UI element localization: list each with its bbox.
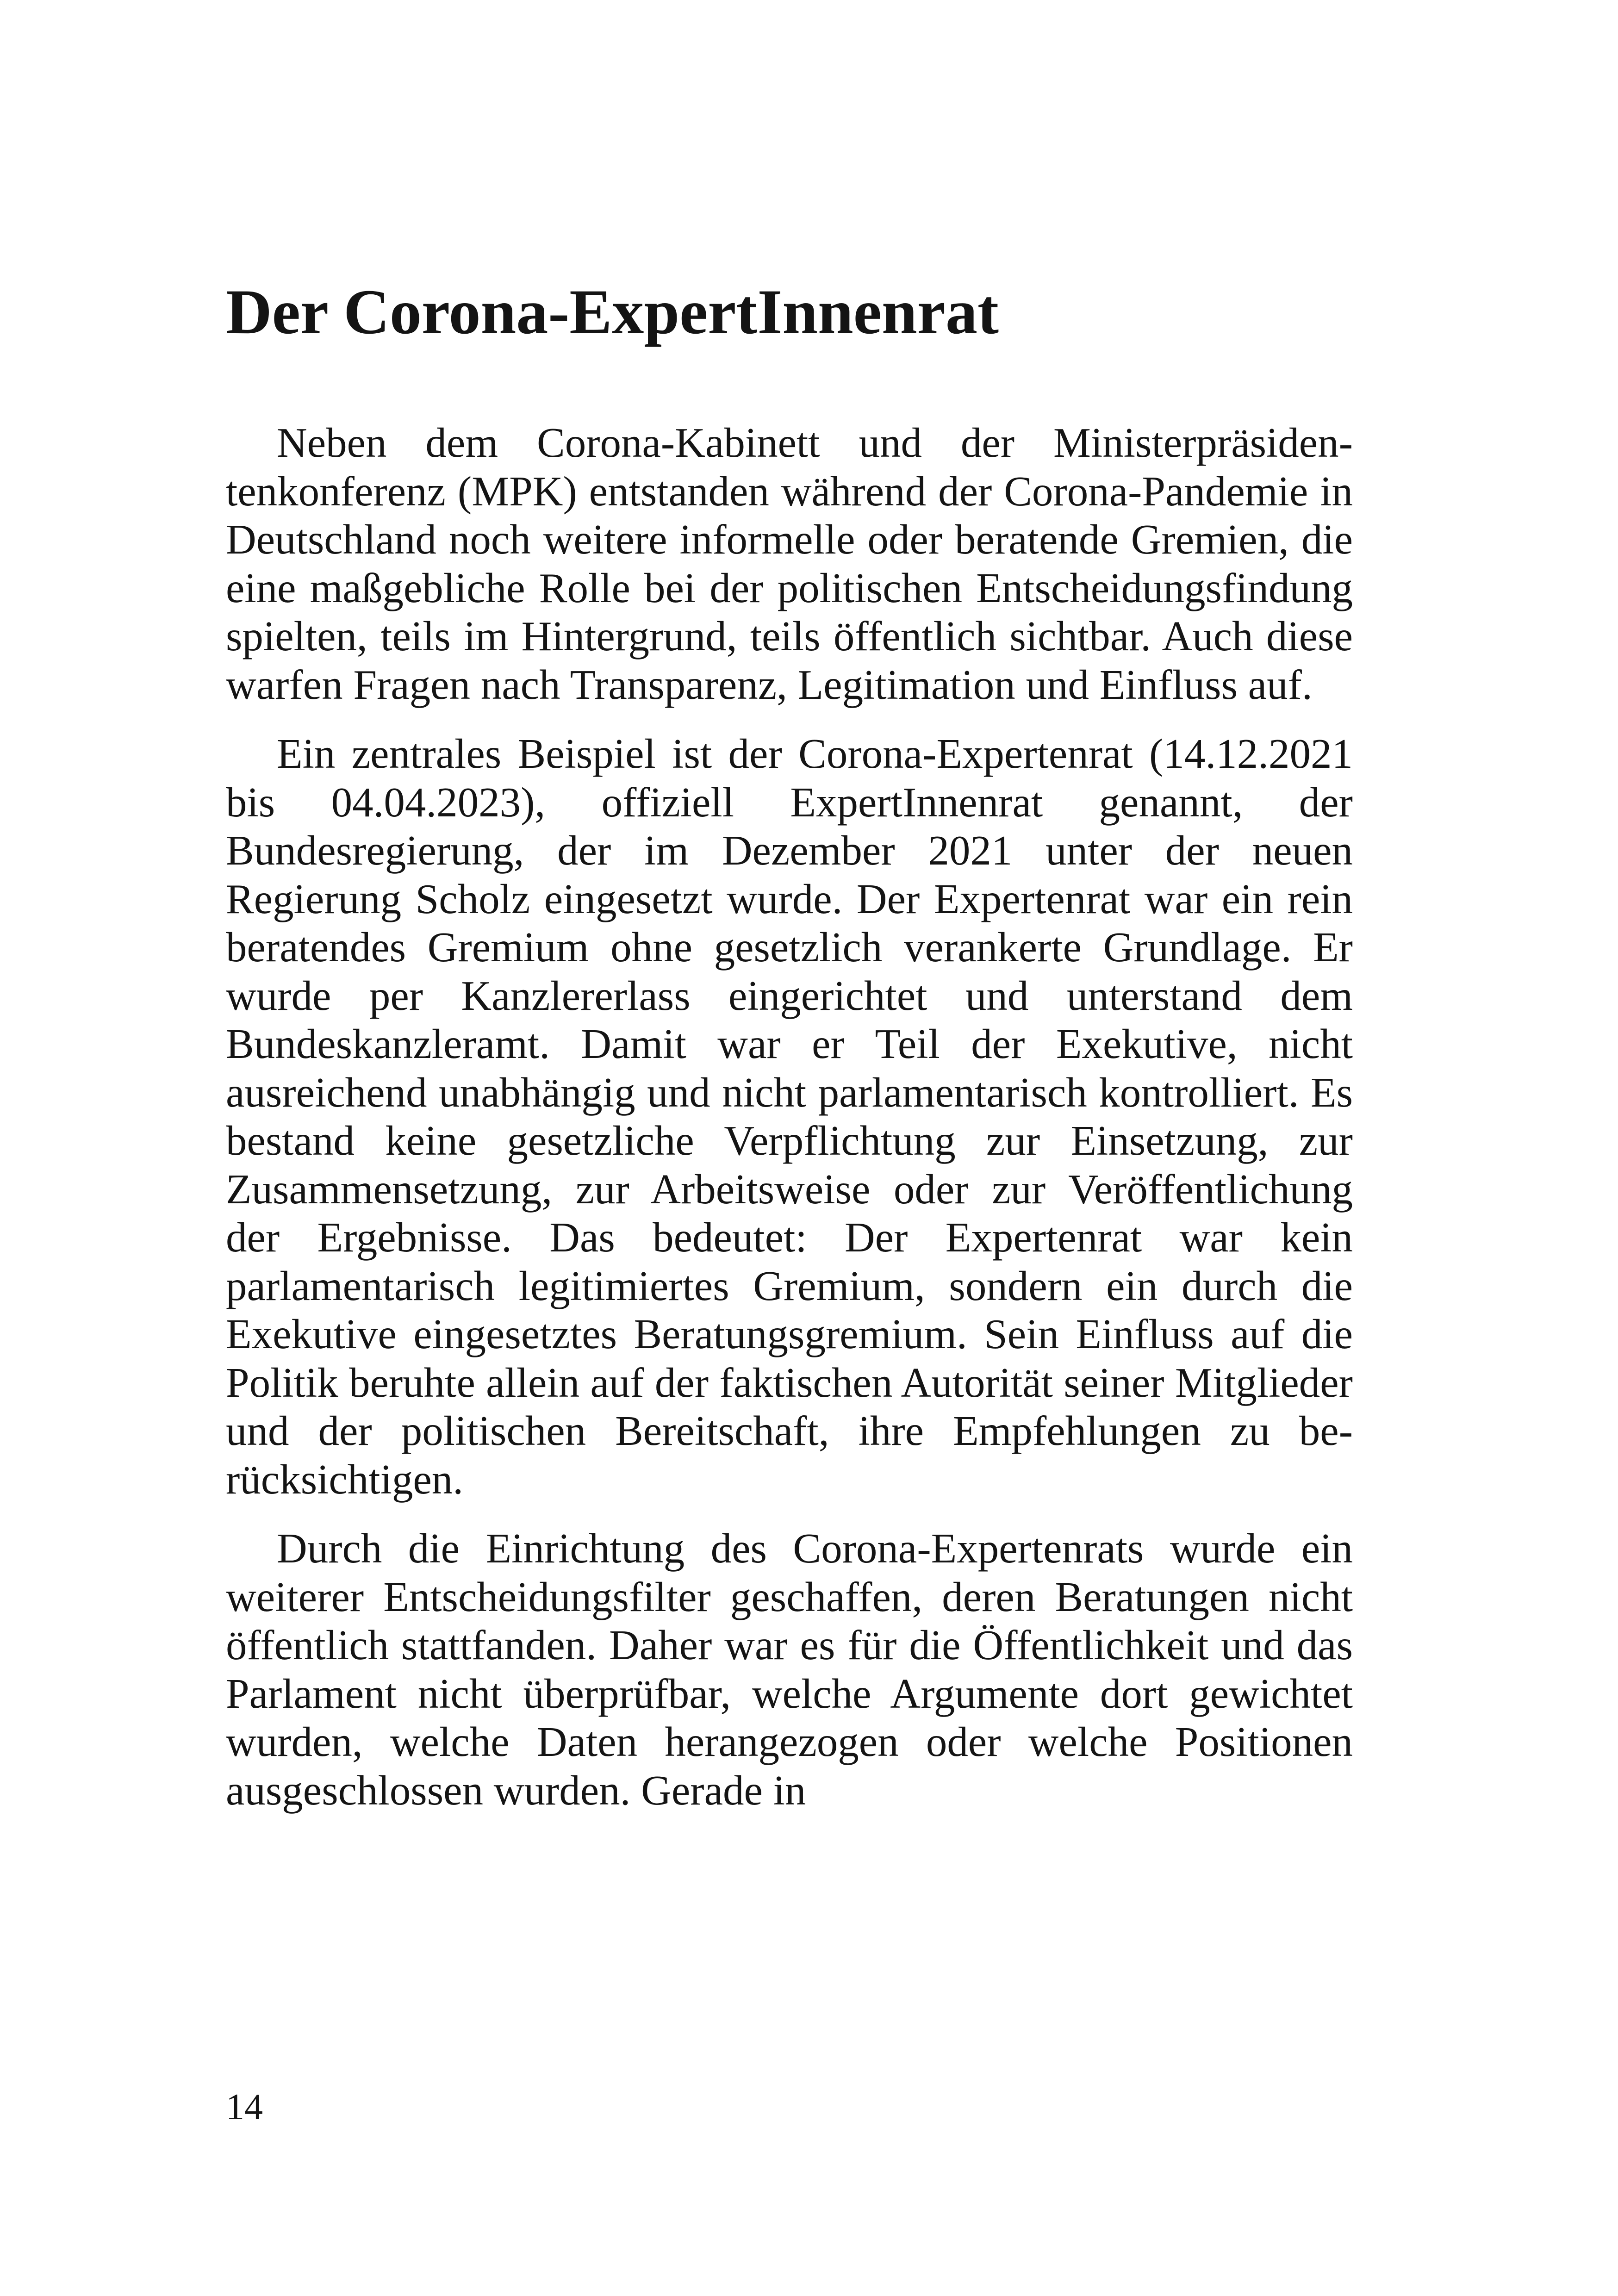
page-number: 14 (226, 2087, 263, 2128)
chapter-title: Der Corona-ExpertInnenrat (226, 276, 999, 347)
paragraph-1: Neben dem Corona-Kabinett und der Ministerpräsidentenkonferenz (MPK) entstanden während der Corona-Pandemie in Deutschland noch weitere informelle oder beratende Gremien, die eine maßgebliche Rolle bei der politischen Entscheidungsfindung spielten, teils im Hintergrund, teils öffentlich sichtbar. Auch diese warfen Fragen nach Transparenz, Legitimation und Einfluss auf. (226, 419, 1353, 708)
body-text (226, 419, 1353, 1836)
paragraph-2: Ein zentrales Beispiel ist der Corona-Expertenrat (14.12.2021 bis 04.04.2023), offiziell ExpertInnenrat genannt, der Bundesregierung, der im Dezember 2021 unter der neuen Regierung Scholz eingesetzt wurde. Der Expertenrat war ein rein beratendes Gremium ohne gesetzlich verankerte Grundlage. Er wurde per Kanzlererlass eingerichtet und unterstand dem Bundeskanzleramt. Damit war er Teil der Exekutive, nicht ausreichend unabhängig und nicht parlamentarisch kontrolliert. Es bestand keine gesetzliche Verpflichtung zur Einsetzung, zur Zusammensetzung, zur Arbeitsweise oder zur Veröffentlichung der Ergebnisse. Das bedeutet: Der Expertenrat war kein parlamentarisch legitimiertes Gremium, sondern ein durch die Exekutive eingesetztes Beratungsgremium. Sein Einfluss auf die Politik beruhte allein auf der faktischen Autorität seiner Mitglieder und der politischen Bereitschaft, ihre Empfehlungen zu berücksichtigen. (226, 730, 1353, 1503)
paragraph-3: Durch die Einrichtung des Corona-Expertenrats wurde ein weiterer Entscheidungsfilter geschaffen, deren Beratungen nicht öffentlich stattfanden. Daher war es für die Öffentlichkeit und das Parlament nicht überprüfbar, welche Argumente dort gewichtet wurden, welche Daten herangezogen oder welche Positionen ausgeschlossen wurden. Gerade in (226, 1525, 1353, 1814)
